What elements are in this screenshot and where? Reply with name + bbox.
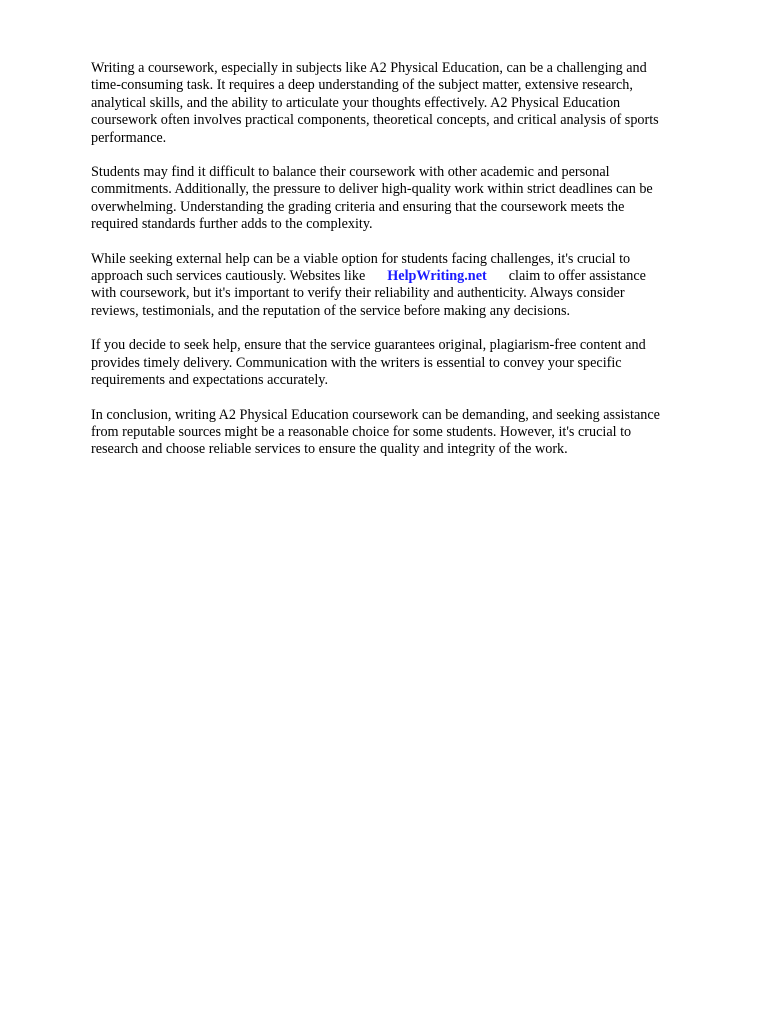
text-segment: claim to offer assistance bbox=[508, 268, 646, 285]
text-line: analytical skills, and the ability to articulate your thoughts effectively. A2 Physical Education bbox=[91, 94, 621, 111]
text-line: reviews, testimonials, and the reputation of the service before making any decisions. bbox=[91, 302, 571, 319]
text-line: commitments. Additionally, the pressure to deliver high-quality work within strict deadlines can be bbox=[91, 181, 653, 198]
paragraph-challenges bbox=[91, 164, 731, 234]
text-line: provides timely delivery. Communication with the writers is essential to convey your specific bbox=[91, 354, 622, 371]
text-line: Students may find it difficult to balance their coursework with other academic and personal bbox=[91, 164, 610, 181]
text-line: In conclusion, writing A2 Physical Education coursework can be demanding, and seeking assistance bbox=[91, 406, 660, 423]
text-line-with-link bbox=[91, 268, 731, 285]
text-line: with coursework, but it's important to verify their reliability and authenticity. Always consider bbox=[91, 285, 625, 302]
text-line: overwhelming. Understanding the grading criteria and ensuring that the coursework meets the bbox=[91, 198, 625, 215]
text-line: coursework often involves practical components, theoretical concepts, and critical analysis of sports bbox=[91, 112, 659, 129]
paragraph-external-help bbox=[91, 251, 731, 321]
paragraph-intro bbox=[91, 60, 731, 147]
text-line: While seeking external help can be a viable option for students facing challenges, it's crucial to bbox=[91, 250, 631, 267]
text-line: If you decide to seek help, ensure that the service guarantees original, plagiarism-free content and bbox=[91, 337, 646, 354]
text-line: required standards further adds to the complexity. bbox=[91, 216, 373, 233]
helpwriting-link[interactable]: HelpWriting.net bbox=[387, 268, 487, 285]
text-segment: approach such services cautiously. Websites like bbox=[91, 268, 366, 285]
text-line: time-consuming task. It requires a deep understanding of the subject matter, extensive research, bbox=[91, 77, 633, 94]
text-line: requirements and expectations accurately. bbox=[91, 372, 329, 389]
text-line: research and choose reliable services to ensure the quality and integrity of the work. bbox=[91, 441, 568, 458]
document-body bbox=[91, 60, 731, 476]
paragraph-conclusion bbox=[91, 407, 731, 459]
paragraph-seek-help bbox=[91, 337, 731, 389]
text-line: performance. bbox=[91, 129, 167, 146]
text-line: Writing a coursework, especially in subjects like A2 Physical Education, can be a challenging and bbox=[91, 60, 647, 76]
text-line: from reputable sources might be a reasonable choice for some students. However, it's crucial to bbox=[91, 423, 632, 440]
